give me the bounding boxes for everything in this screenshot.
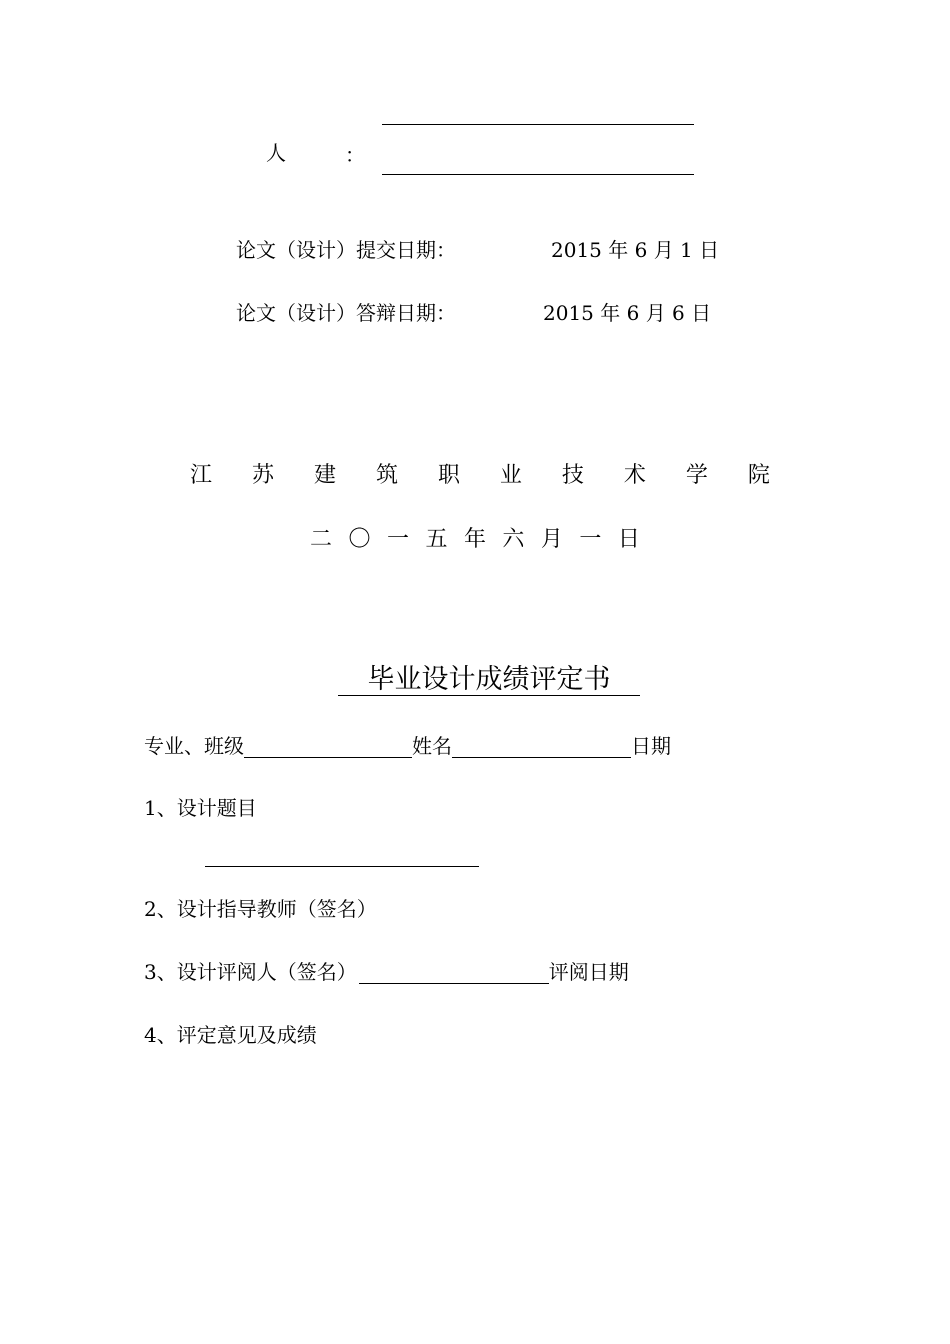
item-evaluation: 4、评定意见及成绩 xyxy=(144,1023,317,1047)
major-class-row xyxy=(144,734,671,758)
defense-date-label: 论文（设计）答辩日期： xyxy=(236,301,456,325)
institution-char: 苏 xyxy=(251,463,274,488)
defense-date-value: 2015 年 6 月 6 日 xyxy=(543,301,712,325)
signature-line-bottom xyxy=(382,174,694,175)
institution-char: 职 xyxy=(437,463,460,488)
institution-char: 技 xyxy=(561,463,584,488)
reviewer-label: 3、设计评阅人（签名） xyxy=(144,960,357,984)
institution-char: 术 xyxy=(623,463,646,488)
item-advisor-signature: 2、设计指导教师（签名） xyxy=(144,897,377,921)
issue-date-char: 月 xyxy=(540,527,563,552)
issue-date-char: 五 xyxy=(425,527,448,552)
issue-date-char: 年 xyxy=(463,527,486,552)
institution-char: 院 xyxy=(747,463,770,488)
design-topic-line[interactable] xyxy=(205,866,479,867)
review-date-label: 评阅日期 xyxy=(548,960,629,984)
major-class-label: 专业、班级 xyxy=(144,734,244,758)
institution-char: 建 xyxy=(313,463,336,488)
submit-date-label: 论文（设计）提交日期： xyxy=(236,238,456,262)
institution-char: 筑 xyxy=(375,463,398,488)
person-label: 人 xyxy=(266,141,286,165)
issue-date-char: 〇 xyxy=(348,527,371,552)
issue-date xyxy=(310,528,640,552)
issue-date-char: 日 xyxy=(617,527,640,552)
major-class-field[interactable] xyxy=(244,735,412,758)
reviewer-row xyxy=(144,960,629,984)
issue-date-char: 二 xyxy=(310,527,333,552)
institution-char: 业 xyxy=(499,463,522,488)
form-title xyxy=(338,665,640,696)
submit-date-value: 2015 年 6 月 1 日 xyxy=(551,238,720,262)
institution-name xyxy=(190,464,770,488)
date-label: 日期 xyxy=(631,734,671,758)
issue-date-char: 一 xyxy=(386,527,409,552)
colon-label: ： xyxy=(345,143,365,167)
form-title-text: 毕业设计成绩评定书 xyxy=(367,664,611,695)
item-design-topic: 1、设计题目 xyxy=(144,796,257,820)
institution-char: 江 xyxy=(190,463,213,488)
name-field[interactable] xyxy=(452,735,631,758)
issue-date-char: 一 xyxy=(579,527,602,552)
signature-line-top xyxy=(382,124,694,125)
institution-char: 学 xyxy=(685,463,708,488)
name-label: 姓名 xyxy=(412,734,452,758)
issue-date-char: 六 xyxy=(502,527,525,552)
reviewer-field[interactable] xyxy=(359,961,549,984)
